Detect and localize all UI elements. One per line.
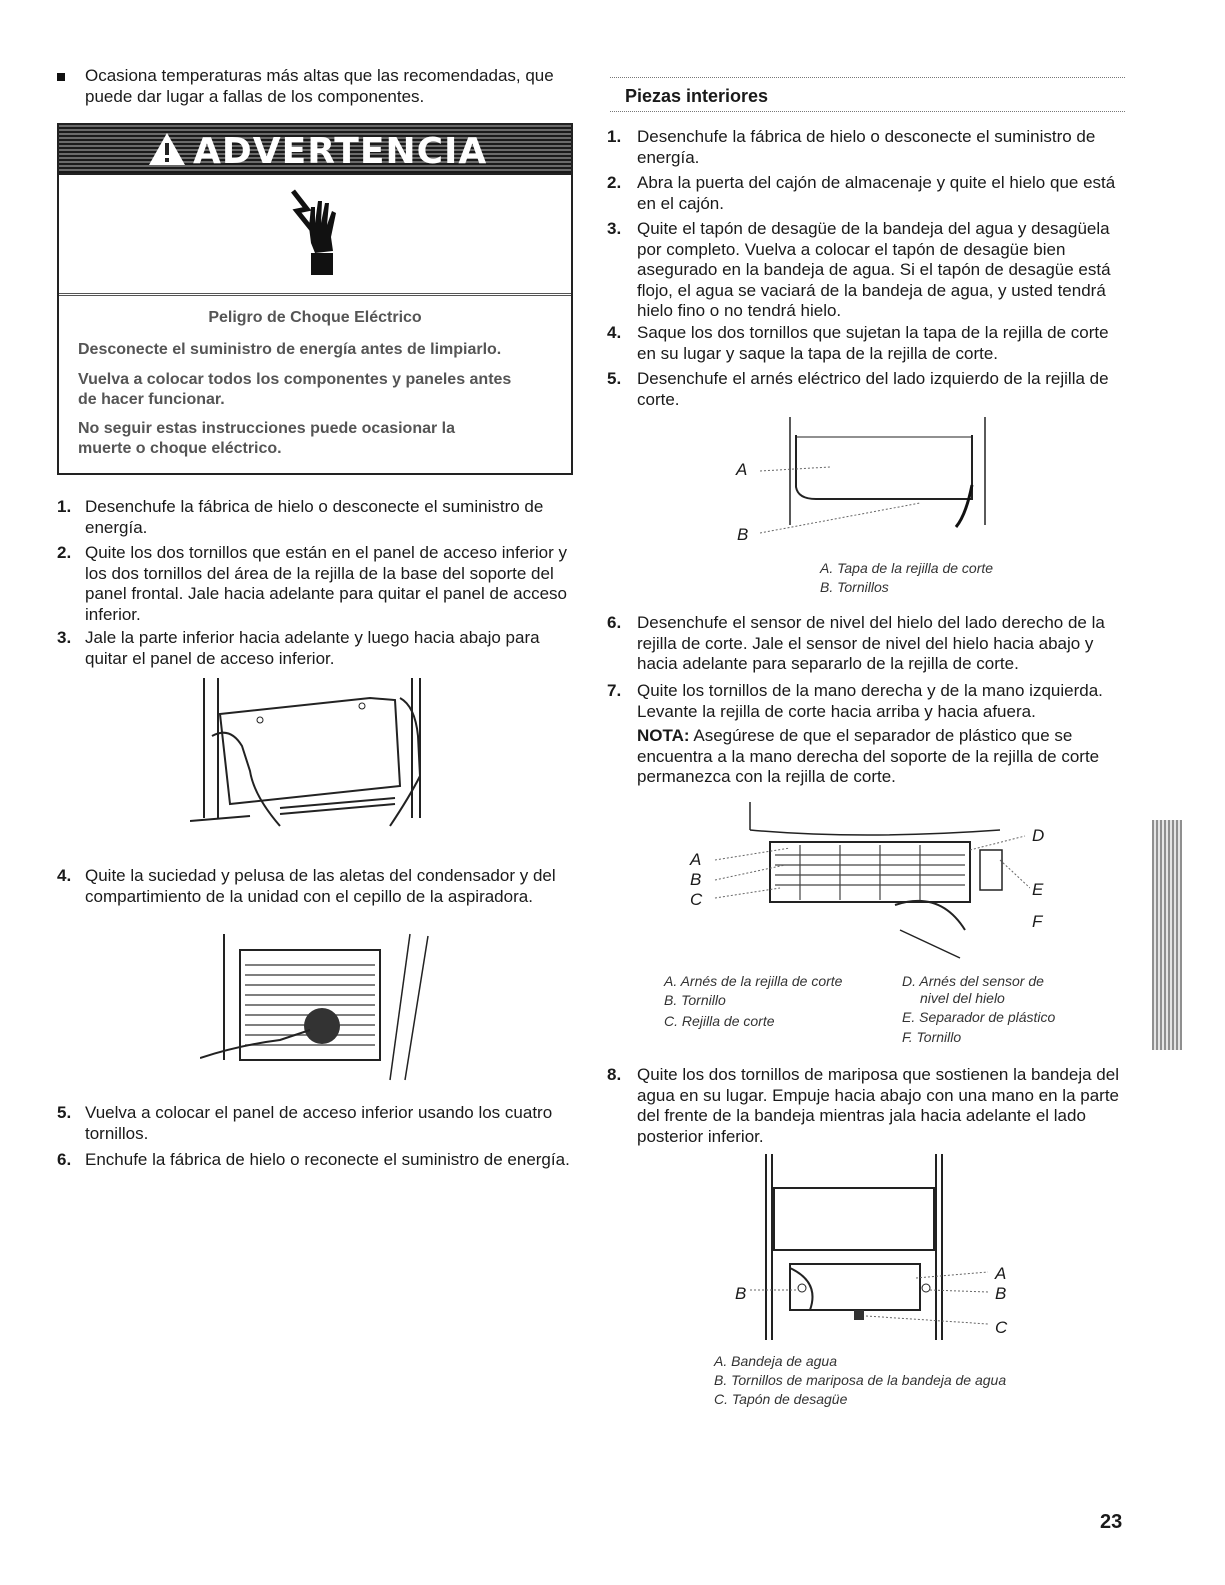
access-panel-diagram — [190, 676, 450, 836]
fig2-caption-d2: nivel del hielo — [920, 990, 1005, 1006]
left-step-5-num: 5. — [57, 1103, 72, 1122]
bullet-marker — [57, 73, 65, 81]
nota-label: NOTA: — [637, 726, 690, 745]
fig3-label-b-right: B — [995, 1284, 1007, 1303]
right-step-5-num: 5. — [607, 369, 622, 388]
right-step-6-num: 6. — [607, 613, 622, 632]
right-step-1-num: 1. — [607, 127, 622, 146]
warning-box — [57, 123, 573, 475]
left-step-3-text: Jale la parte inferior hacia adelante y luego hacia abajo para quitar el panel de acceso inferior. — [85, 628, 540, 668]
fig2-label-b: B — [690, 870, 702, 889]
fig3-caption-b: B. Tornillos de mariposa de la bandeja de agua — [714, 1372, 1007, 1388]
fig2-label-c: C — [690, 890, 703, 909]
fig2-caption-a: A. Arnés de la rejilla de corte — [664, 973, 843, 989]
fig2-caption-d1: D. Arnés del sensor de — [902, 973, 1044, 989]
right-step-4-text: Saque los dos tornillos que sujetan la tapa de la rejilla de corte en su lugar y saque la tapa de la rejilla de corte. — [637, 323, 1109, 363]
warning-header — [59, 125, 571, 175]
warning-body — [59, 293, 571, 476]
fig2-caption-e: E. Separador de plástico — [902, 1009, 1056, 1025]
right-step-1-text: Desenchufe la fábrica de hielo o desconecte el suministro de energía. — [637, 127, 1096, 167]
warning-triangle-icon — [147, 131, 187, 167]
fig2-label-d: D — [1032, 826, 1045, 845]
electric-shock-icon — [287, 187, 347, 279]
warning-line-2: Vuelva a colocar todos los componentes y paneles antes de hacer funcionar. — [78, 371, 512, 408]
section-top-rule — [610, 77, 1125, 78]
warning-line-3: No seguir estas instrucciones puede ocasionar la muerte o choque eléctrico. — [78, 420, 456, 457]
right-step-2-text: Abra la puerta del cajón de almacenaje y quite el hielo que está en el cajón. — [637, 173, 1116, 213]
nota-paragraph — [637, 726, 1127, 788]
cutter-grid-cover-diagram — [760, 415, 1000, 545]
fig2-label-f: F — [1032, 912, 1043, 931]
fig1-label-a: A — [736, 460, 748, 479]
right-step-3-text: Quite el tapón de desagüe de la bandeja del agua y desagüela por completo. Vuelva a colocar el tapón de desagüe bien asegurado en la bandeja de agua. Si el tapón de desagüe está flojo, el agua se vaciará de la bandeja de agua, y usted tendrá hielo fino o no tendrá hielo. — [637, 219, 1111, 320]
right-step-2-num: 2. — [607, 173, 622, 192]
fig1-label-b: B — [737, 525, 749, 544]
left-step-4-num: 4. — [57, 866, 72, 885]
left-step-6-text: Enchufe la fábrica de hielo o reconecte el suministro de energía. — [85, 1150, 570, 1169]
fig3-label-c: C — [995, 1318, 1008, 1337]
fig3-label-b-left: B — [735, 1284, 747, 1303]
water-tray-diagram — [750, 1152, 990, 1347]
warning-title: ADVERTENCIA — [193, 131, 488, 172]
fig3-label-a: A — [995, 1264, 1007, 1283]
left-step-4-text: Quite la suciedad y pelusa de las aletas del condensador y del compartimiento de la unidad con el cepillo de la aspiradora. — [85, 866, 556, 906]
left-step-5-text: Vuelva a colocar el panel de acceso inferior usando los cuatro tornillos. — [85, 1103, 553, 1143]
fig2-caption-c: C. Rejilla de corte — [664, 1013, 775, 1029]
fig2-caption-b: B. Tornillo — [664, 992, 726, 1008]
fig2-caption-f: F. Tornillo — [902, 1029, 962, 1045]
right-step-3-num: 3. — [607, 219, 622, 238]
right-step-7-text: Quite los tornillos de la mano derecha y de la mano izquierda. Levante la rejilla de corte hacia arriba y hacia afuera. — [637, 681, 1103, 721]
warning-hazard: Peligro de Choque Eléctrico — [208, 309, 422, 326]
fig2-label-a: A — [690, 850, 702, 869]
page-number: 23 — [1100, 1511, 1123, 1533]
left-step-1-num: 1. — [57, 497, 72, 516]
right-step-4-num: 4. — [607, 323, 622, 342]
left-step-3-num: 3. — [57, 628, 72, 647]
fig3-caption-c: C. Tapón de desagüe — [714, 1391, 848, 1407]
intro-bullet-text: Ocasiona temperaturas más altas que las recomendadas, que puede dar lugar a fallas de los componentes. — [85, 66, 554, 106]
left-step-2-num: 2. — [57, 543, 72, 562]
right-step-5-text: Desenchufe el arnés eléctrico del lado izquierdo de la rejilla de corte. — [637, 369, 1109, 409]
fig1-caption-b: B. Tornillos — [820, 579, 889, 595]
language-side-tab — [1152, 820, 1182, 1050]
fig1-caption-a: A. Tapa de la rejilla de corte — [820, 560, 994, 576]
fig2-label-e: E — [1032, 880, 1044, 899]
left-step-6-num: 6. — [57, 1150, 72, 1169]
left-step-1-text: Desenchufe la fábrica de hielo o desconecte el suministro de energía. — [85, 497, 544, 537]
nota-text: Asegúrese de que el separador de plástico que se encuentra a la mano derecha del soporte de la rejilla de corte permanezca con la rejilla de corte. — [637, 726, 1100, 786]
fig3-caption-a: A. Bandeja de agua — [714, 1353, 837, 1369]
section-heading: Piezas interiores — [625, 86, 769, 106]
right-step-8-text: Quite los dos tornillos de mariposa que sostienen la bandeja del agua en su lugar. Empuje hacia abajo con una mano en la parte del frente de la bandeja mientras jala hacia adelante el lado posterior inferior. — [637, 1065, 1120, 1146]
section-bottom-rule — [610, 111, 1125, 112]
condenser-cleaning-diagram — [200, 930, 440, 1085]
left-step-2-text: Quite los dos tornillos que están en el panel de acceso inferior y los dos tornillos del área de la rejilla de la base del soporte del panel frontal. Jale hacia adelante para quitar el panel de acceso inferior. — [85, 543, 568, 624]
warning-line-1: Desconecte el suministro de energía antes de limpiarlo. — [78, 341, 502, 358]
right-step-7-num: 7. — [607, 681, 622, 700]
right-step-6-text: Desenchufe el sensor de nivel del hielo del lado derecho de la rejilla de corte. Jale el sensor de nivel del hielo hacia abajo y hacia adelante para separarlo de la rejilla de corte. — [637, 613, 1105, 673]
right-step-8-num: 8. — [607, 1065, 622, 1084]
cutter-grid-removal-diagram — [700, 800, 1030, 960]
